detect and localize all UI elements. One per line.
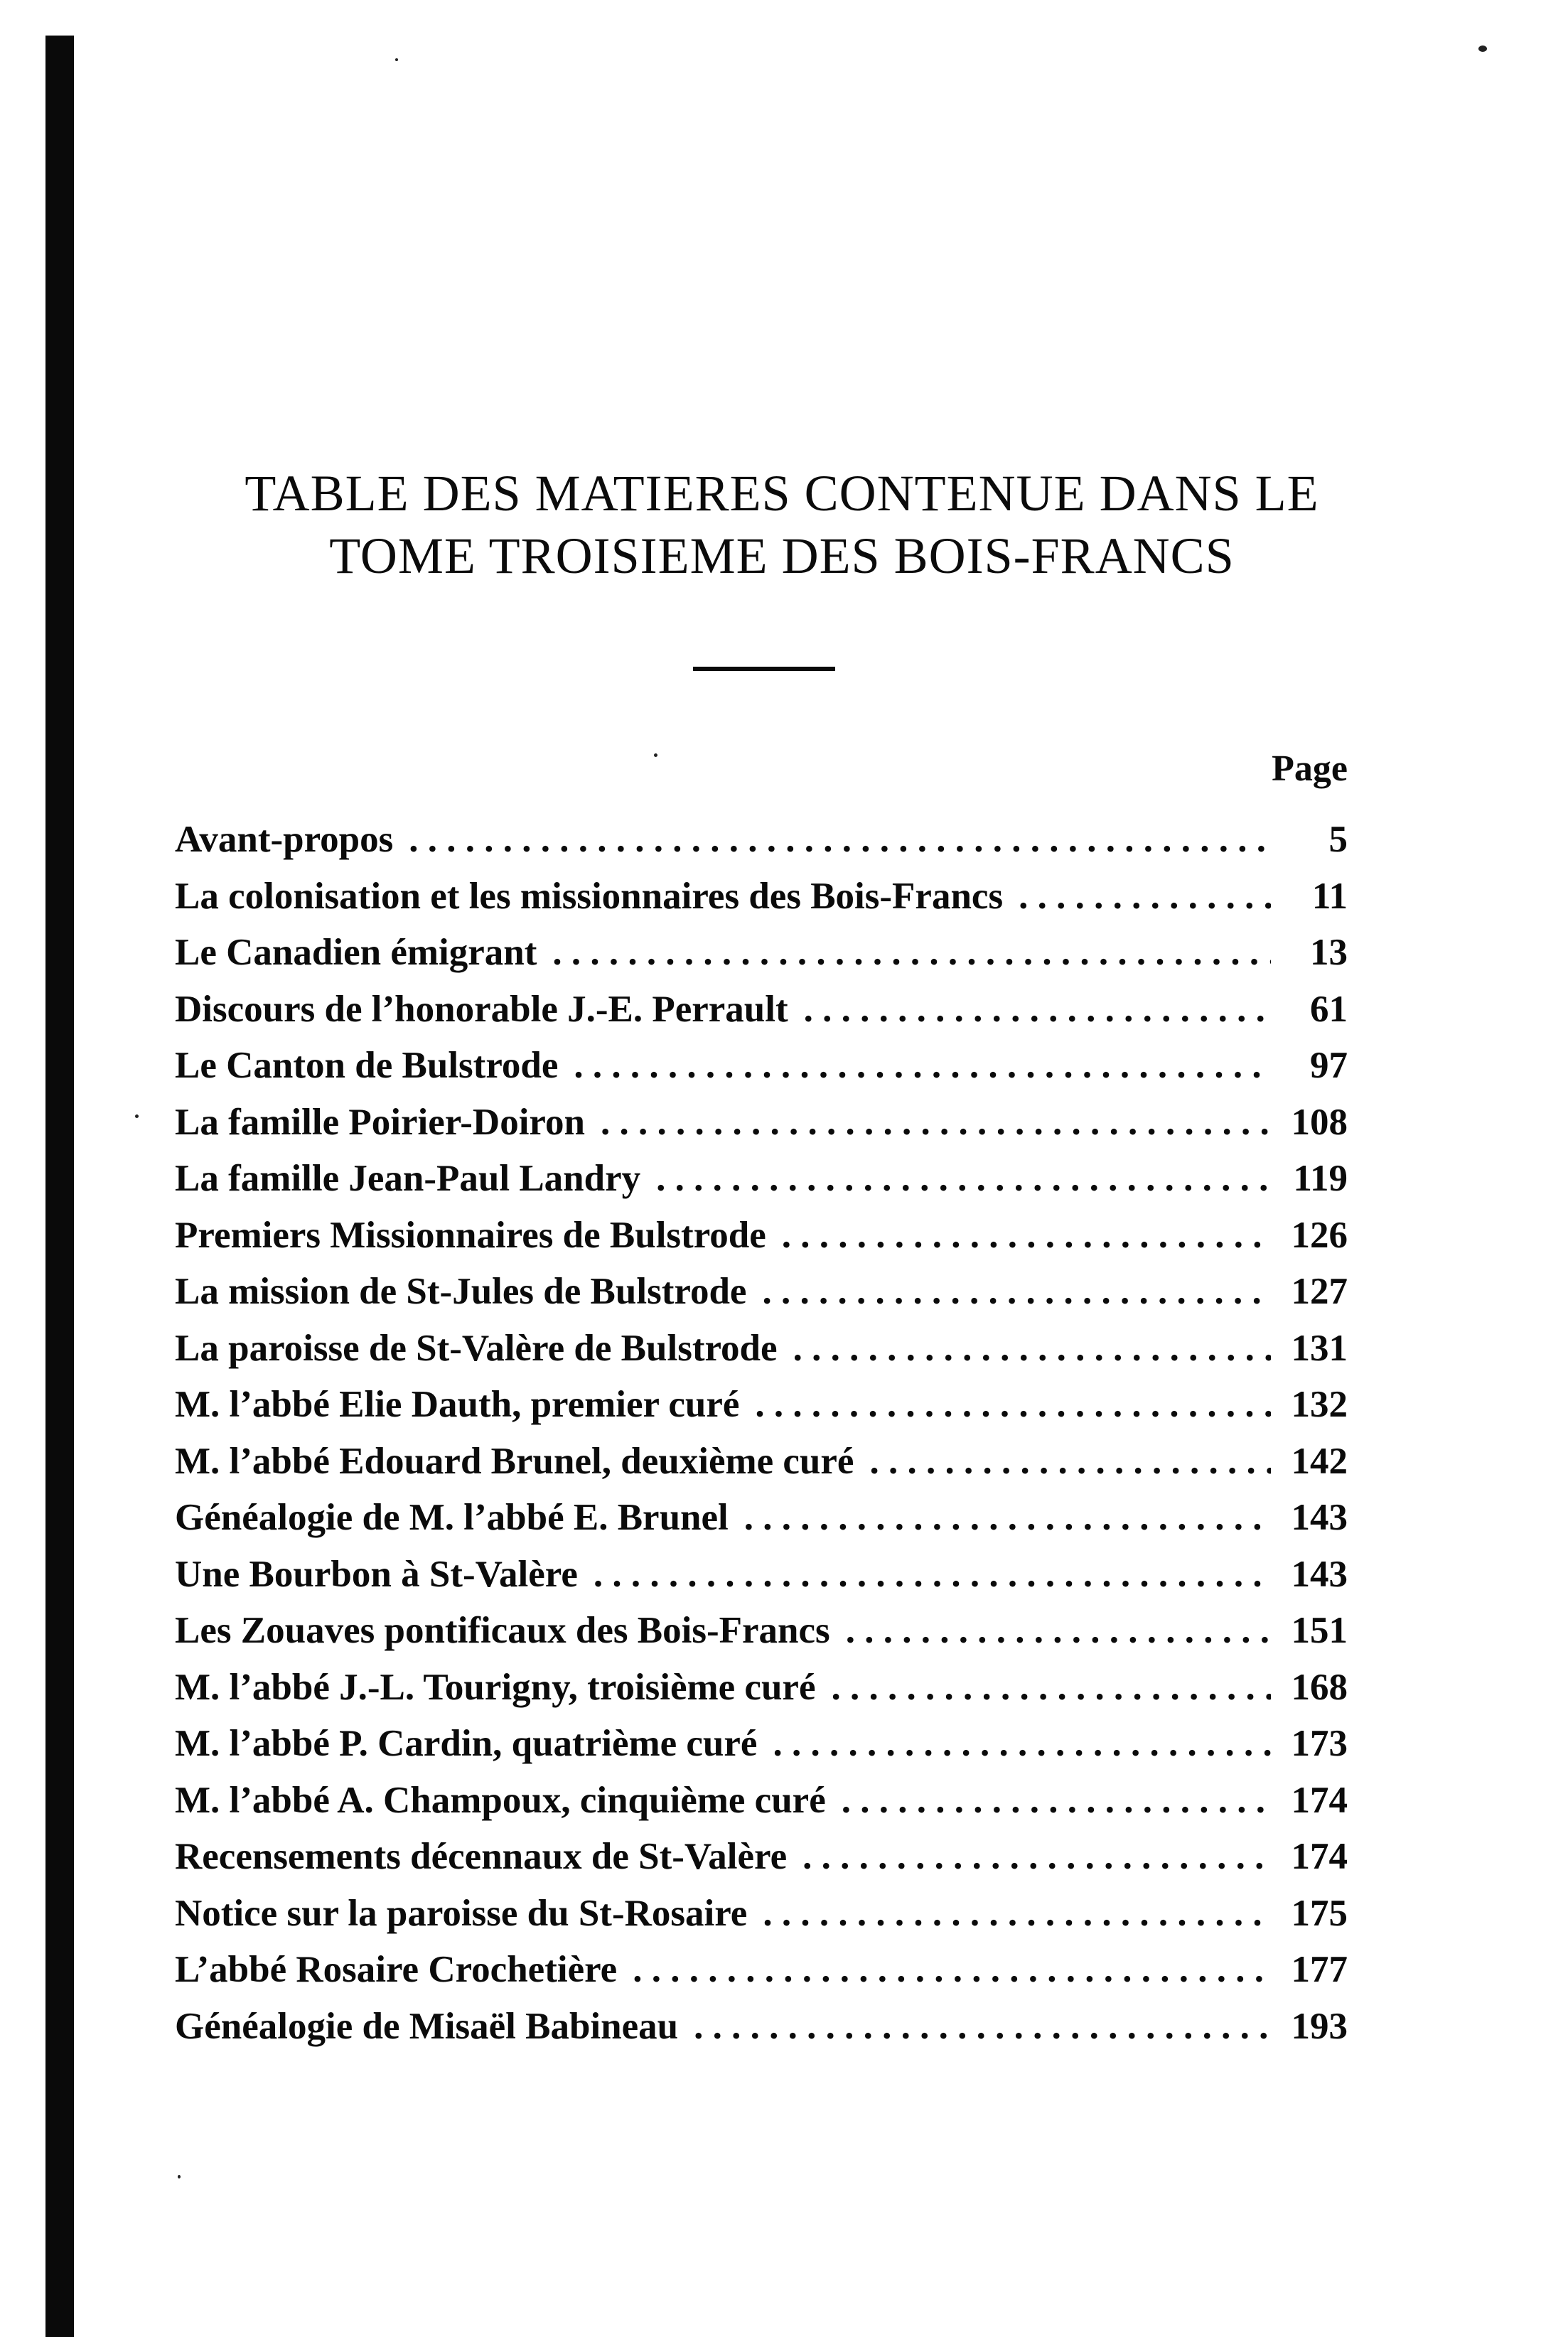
toc-entry — [175, 925, 1348, 982]
toc-entry — [175, 1377, 1348, 1434]
toc-entry — [175, 812, 1348, 869]
toc-entry-title: Premiers Missionnaires de Bulstrode — [175, 1214, 766, 1256]
dot-leader — [763, 1886, 1271, 1943]
dot-leader — [846, 1603, 1271, 1660]
dot-leader — [552, 925, 1271, 982]
title-divider — [693, 667, 835, 671]
toc-entry-title: La colonisation et les missionnaires des Bois-Francs — [175, 875, 1004, 917]
dot-leader — [409, 812, 1271, 869]
toc-entry-page: 143 — [1291, 1497, 1348, 1538]
toc-entry-title: Notice sur la paroisse du St-Rosaire — [175, 1892, 748, 1934]
table-of-contents — [175, 812, 1348, 2055]
toc-entry-page: 177 — [1291, 1949, 1348, 1990]
toc-entry — [175, 1321, 1348, 1377]
print-speck — [135, 1114, 139, 1118]
toc-entry — [175, 1603, 1348, 1660]
print-speck — [1478, 45, 1487, 52]
dot-leader — [744, 1490, 1271, 1547]
toc-entry-page: 11 — [1311, 875, 1348, 917]
toc-entry-title: M. l’abbé J.-L. Tourigny, troisième curé — [175, 1666, 816, 1708]
toc-entry-page: 131 — [1291, 1327, 1348, 1369]
toc-entry-page: 175 — [1291, 1892, 1348, 1934]
dot-leader — [1019, 869, 1271, 925]
toc-entry — [175, 1038, 1348, 1095]
toc-entry-page: 61 — [1310, 988, 1348, 1030]
print-speck — [395, 58, 398, 61]
toc-entry-title: Généalogie de M. l’abbé E. Brunel — [175, 1497, 729, 1538]
dot-leader — [694, 1999, 1271, 2056]
toc-entry-page: 127 — [1291, 1271, 1348, 1312]
toc-entry — [175, 1773, 1348, 1830]
toc-entry — [175, 1547, 1348, 1603]
toc-entry — [175, 982, 1348, 1038]
page-column-header: Page — [1272, 748, 1348, 789]
dot-leader — [656, 1151, 1271, 1208]
toc-entry-title: La paroisse de St-Valère de Bulstrode — [175, 1327, 778, 1369]
dot-leader — [831, 1660, 1271, 1717]
toc-entry-title: M. l’abbé Edouard Brunel, deuxième curé — [175, 1440, 854, 1482]
toc-entry — [175, 1151, 1348, 1208]
toc-entry — [175, 1999, 1348, 2056]
toc-entry-page: 193 — [1291, 2005, 1348, 2047]
print-speck — [654, 753, 657, 757]
toc-entry — [175, 1264, 1348, 1321]
toc-entry-title: M. l’abbé A. Champoux, cinquième curé — [175, 1779, 826, 1821]
toc-entry-title: La famille Jean-Paul Landry — [175, 1158, 641, 1199]
dot-leader — [869, 1434, 1271, 1490]
toc-entry-title: Avant-propos — [175, 819, 394, 860]
toc-entry-page: 143 — [1291, 1553, 1348, 1595]
toc-entry-page: 119 — [1293, 1158, 1348, 1199]
dot-leader — [802, 1829, 1271, 1886]
toc-entry-title: Les Zouaves pontificaux des Bois-Francs — [175, 1610, 830, 1651]
toc-entry-page: 174 — [1291, 1836, 1348, 1877]
toc-entry-title: M. l’abbé P. Cardin, quatrième curé — [175, 1723, 758, 1764]
title-line: TOME TROISIEME DES BOIS-FRANCS — [329, 527, 1235, 584]
toc-entry-page: 97 — [1310, 1045, 1348, 1086]
dot-leader — [574, 1038, 1271, 1095]
toc-entry — [175, 1660, 1348, 1717]
toc-entry-page: 132 — [1291, 1384, 1348, 1425]
toc-entry-page: 174 — [1291, 1779, 1348, 1821]
toc-entry-page: 151 — [1291, 1610, 1348, 1651]
toc-entry — [175, 1490, 1348, 1547]
dot-leader — [804, 982, 1271, 1038]
toc-entry-page: 5 — [1328, 819, 1348, 860]
page-binding-edge — [45, 36, 74, 2337]
title-line: TABLE DES MATIERES CONTENUE DANS LE — [245, 465, 1319, 522]
toc-entry-title: Généalogie de Misaël Babineau — [175, 2005, 679, 2047]
toc-entry — [175, 1886, 1348, 1943]
dot-leader — [793, 1321, 1271, 1377]
toc-entry — [175, 1208, 1348, 1264]
toc-entry — [175, 869, 1348, 925]
dot-leader — [842, 1773, 1271, 1830]
toc-entry-title: Discours de l’honorable J.-E. Perrault — [175, 988, 788, 1030]
dot-leader — [594, 1547, 1271, 1603]
toc-entry — [175, 1942, 1348, 1999]
dot-leader — [601, 1095, 1271, 1151]
document-title — [107, 462, 1457, 587]
toc-entry — [175, 1829, 1348, 1886]
toc-entry-page: 13 — [1310, 932, 1348, 973]
toc-entry-title: M. l’abbé Elie Dauth, premier curé — [175, 1384, 740, 1425]
toc-entry-page: 168 — [1291, 1666, 1348, 1708]
toc-entry-title: La famille Poirier-Doiron — [175, 1101, 585, 1143]
dot-leader — [773, 1716, 1271, 1773]
dot-leader — [755, 1377, 1271, 1434]
toc-entry-title: Le Canton de Bulstrode — [175, 1045, 559, 1086]
toc-entry-title: Recensements décennaux de St-Valère — [175, 1836, 788, 1877]
toc-entry-page: 173 — [1291, 1723, 1348, 1764]
toc-entry — [175, 1434, 1348, 1490]
toc-entry-page: 108 — [1291, 1101, 1348, 1143]
dot-leader — [782, 1208, 1271, 1264]
toc-entry-title: L’abbé Rosaire Crochetière — [175, 1949, 618, 1990]
toc-entry-title: La mission de St-Jules de Bulstrode — [175, 1271, 747, 1312]
dot-leader — [633, 1942, 1271, 1999]
toc-entry-title: Une Bourbon à St-Valère — [175, 1553, 578, 1595]
toc-entry — [175, 1716, 1348, 1773]
print-speck — [178, 2175, 181, 2178]
toc-entry-title: Le Canadien émigrant — [175, 932, 537, 973]
toc-entry-page: 126 — [1291, 1214, 1348, 1256]
toc-entry-page: 142 — [1291, 1440, 1348, 1482]
dot-leader — [762, 1264, 1271, 1321]
toc-entry — [175, 1095, 1348, 1151]
